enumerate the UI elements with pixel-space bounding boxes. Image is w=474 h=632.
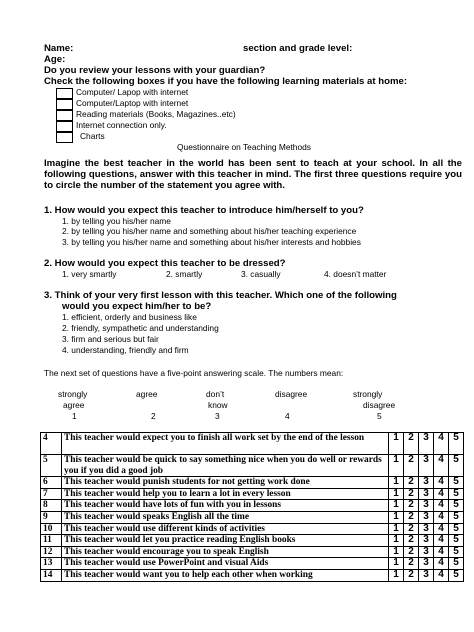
scale-option-5[interactable]: 5 [449,546,464,558]
table-row [41,488,464,500]
checkbox-material-1[interactable] [56,88,73,99]
scale-label-top: strongly [353,389,383,399]
row-number: 14 [41,569,62,581]
check-instruction: Check the following boxes if you have the following learning materials at home: [44,76,408,87]
section-grade-label: section and grade level: [243,43,353,54]
scale-option-5[interactable]: 5 [449,477,464,489]
material-label: Charts [80,131,105,141]
scale-option-5[interactable]: 5 [449,511,464,523]
scale-option-1[interactable]: 1 [389,511,404,523]
scale-label-top: don’t [206,389,225,399]
page-title: Questionnaire on Teaching Methods [177,142,311,152]
scale-number: 3 [215,411,220,421]
row-statement: This teacher would want you to help each other when working [62,569,389,581]
table-row [41,569,464,581]
scale-option-3[interactable]: 3 [419,558,434,570]
scale-option-1[interactable]: 1 [389,569,404,581]
q3-option: 2. friendly, sympathetic and understanding [62,323,219,333]
row-number: 9 [41,511,62,523]
row-number: 10 [41,523,62,535]
scale-option-3[interactable]: 3 [419,523,434,535]
scale-option-5[interactable]: 5 [449,488,464,500]
scale-option-1[interactable]: 1 [389,477,404,489]
scale-option-2[interactable]: 2 [404,488,419,500]
scale-option-3[interactable]: 3 [419,535,434,547]
row-statement: This teacher would use different kinds of activities [62,523,389,535]
scale-option-1[interactable]: 1 [389,558,404,570]
row-statement: This teacher would use PowerPoint and visual Aids [62,558,389,570]
scale-option-4[interactable]: 4 [434,455,449,477]
scale-option-5[interactable]: 5 [449,535,464,547]
row-number: 11 [41,535,62,547]
scale-option-2[interactable]: 2 [404,433,419,455]
scale-option-1[interactable]: 1 [389,523,404,535]
table-row [41,523,464,535]
scale-number: 1 [72,411,77,421]
row-number: 7 [41,488,62,500]
checkbox-material-3[interactable] [56,110,73,121]
scale-label-top: disagree [275,389,308,399]
table-row [41,558,464,570]
scale-option-1[interactable]: 1 [389,455,404,477]
row-number: 13 [41,558,62,570]
scale-option-4[interactable]: 4 [434,477,449,489]
row-number: 6 [41,477,62,489]
question-2: 2. How would you expect this teacher to be dressed? [44,258,286,269]
q1-option: 3. by telling you his/her name and something about his/her interests and hobbies [62,237,361,247]
question-3: 3. Think of your very first lesson with this teacher. Which one of the following [44,290,397,301]
row-number: 5 [41,455,62,477]
row-number: 12 [41,546,62,558]
scale-option-5[interactable]: 5 [449,569,464,581]
scale-option-2[interactable]: 2 [404,511,419,523]
scale-option-4[interactable]: 4 [434,511,449,523]
scale-option-1[interactable]: 1 [389,535,404,547]
table-row [41,511,464,523]
row-statement: This teacher would have lots of fun with you in lessons [62,500,389,512]
scale-option-4[interactable]: 4 [434,523,449,535]
intro-paragraph: Imagine the best teacher in the world has been sent to teach at your school. In all the following questions, answer with this teacher in mind. The first three questions require you to circle the number of the statement you agree with. [44,158,462,191]
scale-option-4[interactable]: 4 [434,535,449,547]
question-1: 1. How would you expect this teacher to introduce him/herself to you? [44,205,364,216]
q2-option: 4. doesn’t matter [324,269,387,279]
name-label: Name: [44,43,74,54]
scale-number: 4 [285,411,290,421]
row-number: 8 [41,500,62,512]
scale-number: 5 [377,411,382,421]
checkbox-material-4[interactable] [56,121,73,132]
row-statement: This teacher would let you practice reading English books [62,535,389,547]
scale-option-5[interactable]: 5 [449,433,464,455]
material-label: Computer/ Lapop with internet [76,87,189,97]
scale-option-5[interactable]: 5 [449,558,464,570]
table-row [41,433,464,455]
scale-option-5[interactable]: 5 [449,500,464,512]
scale-option-1[interactable]: 1 [389,433,404,455]
q3-option: 3. firm and serious but fair [62,334,159,344]
row-number: 4 [41,433,62,455]
scale-option-4[interactable]: 4 [434,500,449,512]
table-row [41,500,464,512]
scale-option-2[interactable]: 2 [404,500,419,512]
scale-option-5[interactable]: 5 [449,455,464,477]
material-label: Reading materials (Books, Magazines..etc) [76,109,236,119]
scale-option-4[interactable]: 4 [434,546,449,558]
scale-option-4[interactable]: 4 [434,488,449,500]
q3-option: 4. understanding, friendly and firm [62,345,189,355]
checkbox-material-2[interactable] [56,99,73,110]
table-row [41,455,464,477]
scale-option-1[interactable]: 1 [389,488,404,500]
scale-option-1[interactable]: 1 [389,546,404,558]
row-statement: This teacher would expect you to finish all work set by the end of the lesson [62,433,389,455]
q1-option: 1. by telling you his/her name [62,216,171,226]
scale-option-3[interactable]: 3 [419,569,434,581]
row-statement: This teacher would encourage you to speak English [62,546,389,558]
row-statement: This teacher would be quick to say something nice when you do well or rewards you if you did a good job [62,455,389,477]
scale-option-2[interactable]: 2 [404,455,419,477]
table-row [41,535,464,547]
scale-label-top: agree [136,389,158,399]
scale-option-2[interactable]: 2 [404,535,419,547]
scale-option-5[interactable]: 5 [449,523,464,535]
scale-option-4[interactable]: 4 [434,569,449,581]
material-label: Computer/Laptop with internet [76,98,189,108]
age-label: Age: [44,54,66,65]
scale-option-2[interactable]: 2 [404,523,419,535]
table-row [41,477,464,489]
rating-table [40,432,464,582]
q2-option: 2. smartly [166,269,203,279]
question-3-continued: would you expect him/her to be? [62,301,212,312]
scale-option-4[interactable]: 4 [434,433,449,455]
scale-intro: The next set of questions have a five-point answering scale. The numbers mean: [44,368,344,378]
scale-option-2[interactable]: 2 [404,569,419,581]
q2-option: 1. very smartly [62,269,117,279]
table-row [41,546,464,558]
scale-option-4[interactable]: 4 [434,558,449,570]
review-question: Do you review your lessons with your guardian? [44,65,266,76]
scale-option-2[interactable]: 2 [404,558,419,570]
row-statement: This teacher would punish students for not getting work done [62,477,389,489]
scale-label-bottom: agree [63,400,85,410]
scale-option-2[interactable]: 2 [404,477,419,489]
scale-option-3[interactable]: 3 [419,500,434,512]
scale-number: 2 [151,411,156,421]
scale-label-bottom: disagree [363,400,396,410]
q3-option: 1. efficient, orderly and business like [62,312,197,322]
scale-option-3[interactable]: 3 [419,511,434,523]
row-statement: This teacher would speaks English all the time [62,511,389,523]
scale-option-3[interactable]: 3 [419,546,434,558]
q2-option: 3. casually [241,269,281,279]
scale-option-1[interactable]: 1 [389,500,404,512]
scale-label-bottom: know [208,400,228,410]
scale-option-3[interactable]: 3 [419,488,434,500]
scale-option-3[interactable]: 3 [419,433,434,455]
row-statement: This teacher would help you to learn a lot in every lesson [62,488,389,500]
scale-option-3[interactable]: 3 [419,455,434,477]
material-label: Internet connection only. [76,120,167,130]
scale-label-top: strongly [58,389,88,399]
q1-option: 2. by telling you his/her name and something about his/her teaching experience [62,226,357,236]
scale-option-2[interactable]: 2 [404,546,419,558]
scale-option-3[interactable]: 3 [419,477,434,489]
